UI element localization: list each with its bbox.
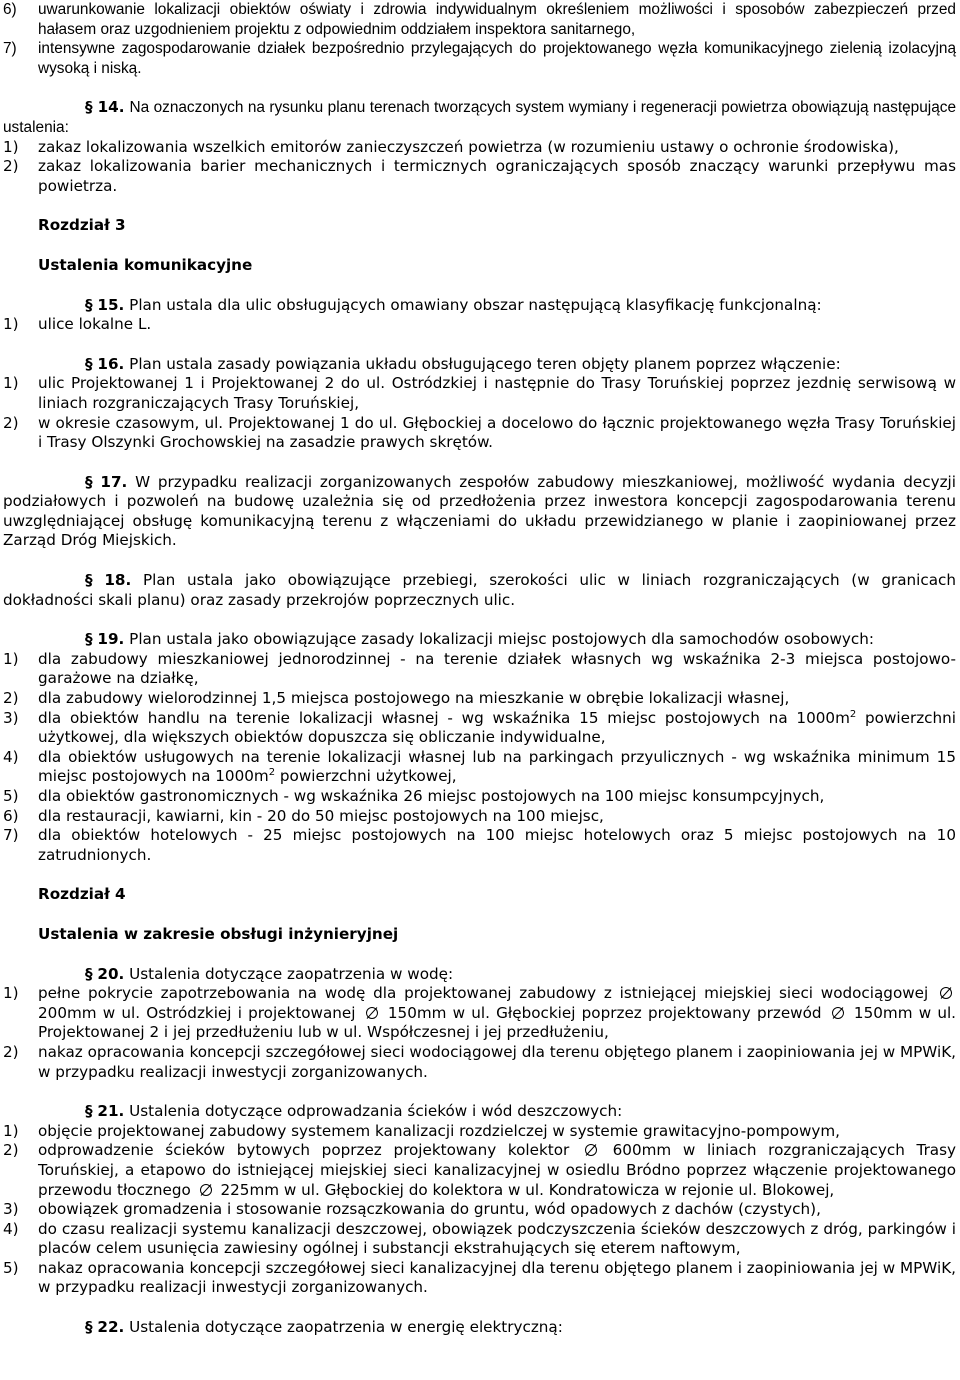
paragraph-22 [3, 1318, 956, 1338]
section-sign: § [85, 630, 93, 649]
list-item [3, 1200, 956, 1220]
section-sign: § [85, 295, 93, 314]
section-sign: § [85, 98, 93, 117]
chapter-subtitle: Ustalenia komunikacyjne [38, 255, 253, 274]
list-text: powierzchni użytkowej, dla większych obiektów dopuszcza się obliczanie indywidualne, [38, 708, 956, 747]
list-text: dla obiektów usługowych na terenie lokalizacji własnej lub na parkingach przyulicznych - wg wskaźnika minimum 15 miejsc postojowych na 1000m [38, 747, 956, 786]
paragraph-19 [3, 630, 956, 650]
list-number: 1) [3, 137, 19, 156]
list-item [3, 650, 956, 689]
list-text: dla obiektów gastronomicznych - wg wskaźnika 26 miejsc postojowych na 100 miejsc konsumpcyjnych, [38, 787, 825, 805]
list-item [3, 1220, 956, 1259]
list-number: 3) [3, 1200, 19, 1219]
list-item [3, 1259, 956, 1298]
paragraph-17 [3, 473, 956, 551]
paragraph-15 [3, 296, 956, 316]
list-text: obowiązek gromadzenia i stosowanie rozsączkowania do gruntu, wód opadowych z dachów (czystych), [38, 1200, 821, 1219]
list-text: 600mm w liniach rozgraniczających Trasy Toruńskiej, a etapowo do istniejącej miejskiej sieci kanalizacyjnej w osiedlu Bródno poprzez włączenie projektowanego przewodu tłocznego [38, 1141, 957, 1199]
list-number: 1) [3, 649, 19, 668]
chapter-title: Rozdział 3 [38, 216, 126, 235]
list-text: dla obiektów handlu na terenie lokalizacji własnej - wg wskaźnika 15 miejsc postojowych na 1000m [38, 708, 850, 727]
list-text: odprowadzenie ścieków bytowych poprzez projektowany kolektor [38, 1141, 570, 1160]
list-item [3, 689, 956, 709]
superscript: 2 [849, 708, 857, 720]
paragraph-text: Plan ustala jako obowiązujące przebiegi, szerokości ulic w liniach rozgraniczających (w granicach dokładności skali planu) oraz zasady przekrojów poprzecznych ulic. [3, 571, 957, 609]
paragraph-text: Plan ustala dla ulic obsługujących omawiany obszar następującą klasyfikację funkcjonalną: [129, 295, 822, 314]
diameter-icon [939, 986, 953, 1000]
chapter-subtitle: Ustalenia w zakresie obsługi inżynieryjnej [38, 924, 399, 943]
list-text: dla zabudowy wielorodzinnej 1,5 miejsca postojowego na mieszkanie w obrębie lokalizacji własnej, [38, 689, 790, 708]
paragraph-number: 17. [100, 472, 128, 491]
list-number: 1) [3, 984, 19, 1003]
list-number: 4) [3, 747, 19, 766]
diameter-icon [584, 1143, 598, 1157]
list-item [3, 157, 956, 196]
paragraph-20 [3, 965, 956, 985]
list-number: 7) [3, 826, 19, 845]
list-text: dla restauracji, kawiarni, kin - 20 do 50 miejsc postojowych na 100 miejsc, [38, 806, 604, 825]
list-text: zakaz lokalizowania wszelkich emitorów zanieczyszczeń powietrza (w rozumieniu ustawy o ochronie środowiska), [38, 137, 899, 156]
list-text: dla zabudowy mieszkaniowej jednorodzinnej - na terenie działek własnych wg wskaźnika 2-3 miejsca postojowo-garażowe na działkę, [38, 649, 956, 688]
list-text: 150mm w ul. Projektowanej 2 i jej przedłużeniu lub w ul. Współczesnej i jej przedłużeniu, [38, 1003, 956, 1042]
paragraph-18 [3, 571, 956, 610]
list-number: 2) [3, 157, 19, 176]
paragraph-14 [3, 98, 956, 137]
list-number: 6) [3, 806, 19, 825]
paragraph-text: Plan ustala zasady powiązania układu obsługującego teren objęty planem poprzez włączenie: [129, 354, 841, 373]
section-sign: § [85, 472, 93, 491]
list-number: 3) [3, 708, 19, 727]
list-text: objęcie projektowanej zabudowy systemem kanalizacji rozdzielczej w systemie grawitacyjno-pompowym, [38, 1121, 840, 1140]
list-text: 225mm w ul. Głębockiej do kolektora w ul. Kondratowicza w rejonie ul. Blokowej, [220, 1180, 835, 1199]
list-item [3, 0, 956, 39]
list-item [3, 826, 956, 865]
list-item [3, 1043, 956, 1082]
list-item [3, 787, 956, 807]
superscript: 2 [268, 767, 276, 779]
list-text: ulic Projektowanej 1 i Projektowanej 2 do ul. Ostródzkiej i następnie do Trasy Toruńskiej poprzez jezdnię serwisową w liniach rozgraniczających Trasy Toruńskiej, [38, 374, 956, 412]
list-number: 6) [3, 1, 17, 18]
list-text: do czasu realizacji systemu kanalizacji deszczowej, obowiązek podczyszczenia ścieków deszczowych z dróg, parkingów i placów celem usunięcia zawiesiny ogólnej i substancji ekstrahujących się eterem naftowym, [38, 1219, 956, 1258]
list-text: 200mm w ul. Ostródzkiej i projektowanej [38, 1003, 356, 1022]
list-item [3, 1141, 956, 1200]
chapter-title: Rozdział 4 [38, 885, 126, 904]
list-text: w okresie czasowym, ul. Projektowanej 1 do ul. Głębockiej a docelowo do łącznic projektowanego węzła Trasy Toruńskiej i Trasy Olszynki Grochowskiej na zasadzie prawych skrętów. [38, 413, 956, 452]
paragraph-number: 18. [104, 571, 132, 590]
paragraph-16 [3, 355, 956, 375]
list-item [3, 374, 956, 413]
list-item [3, 414, 956, 453]
paragraph-text: Ustalenia dotyczące odprowadzania ścieków i wód deszczowych: [129, 1102, 623, 1121]
list-text: ulice lokalne L. [38, 315, 152, 334]
list-item [3, 709, 956, 748]
list-text: 150mm w ul. Głębockiej poprzez projektowany przewód [387, 1003, 822, 1022]
list-text: intensywne zagospodarowanie działek bezpośrednio przylegających do projektowanego węzła komunikacyjnego zielenią izolacyjną wysoką i niską. [38, 40, 956, 77]
section-sign: § [85, 354, 93, 373]
paragraph-number: 15. [97, 295, 125, 314]
list-item [3, 315, 956, 335]
list-number: 2) [3, 689, 19, 708]
section-sign: § [85, 571, 93, 590]
list-text: uwarunkowanie lokalizacji obiektów oświaty i zdrowia indywidualnym określeniem możliwości i sposobów zabezpieczeń przed hałasem oraz uzgodnieniem projektu z odpowiednim oddziałem inspektora sanitarnego, [38, 1, 956, 38]
list-item [3, 748, 956, 787]
list-number: 2) [3, 1042, 19, 1061]
paragraph-number: 16. [97, 354, 125, 373]
list-number: 2) [3, 413, 19, 432]
list-item [3, 138, 956, 158]
list-item [3, 1122, 956, 1142]
paragraph-number: 19. [97, 630, 125, 649]
diameter-icon [365, 1006, 379, 1020]
paragraph-text: Ustalenia dotyczące zaopatrzenia w wodę: [129, 964, 454, 983]
diameter-icon [831, 1006, 845, 1020]
section-sign: § [85, 1102, 93, 1121]
paragraph-number: 22. [97, 1318, 125, 1337]
list-text: nakaz opracowania koncepcji szczegółowej sieci wodociągowej dla terenu objętego planem i zaopiniowania jej w MPWiK, w przypadku realizacji inwestycji zorganizowanych. [38, 1042, 956, 1081]
paragraph-text: Ustalenia dotyczące zaopatrzenia w energię elektryczną: [129, 1318, 563, 1337]
list-number: 2) [3, 1141, 19, 1160]
list-text: zakaz lokalizowania barier mechanicznych i termicznych ograniczających sposób znaczący warunki przepływu mas powietrza. [38, 157, 956, 195]
list-number: 5) [3, 1258, 19, 1277]
diameter-icon [199, 1183, 213, 1197]
list-number: 1) [3, 1121, 19, 1140]
paragraph-text: W przypadku realizacji zorganizowanych zespołów zabudowy mieszkaniowej, możliwość wydania decyzji podziałowych i pozwoleń na budowę uzależnia się od przedłożenia przez inwestora koncepcji zagospodarowania terenu uwzględniającej obsługę komunikacyjną terenu z włączeniami do układu przewidzianego w planie i zaopiniowanej przez Zarząd Dróg Miejskich. [3, 472, 956, 550]
list-item [3, 984, 956, 1043]
list-item [3, 807, 956, 827]
list-text: dla obiektów hotelowych - 25 miejsc postojowych na 100 miejsc hotelowych oraz 5 miejsc postojowych na 10 zatrudnionych. [38, 826, 956, 864]
list-number: 7) [3, 40, 17, 58]
list-number: 4) [3, 1219, 19, 1238]
paragraph-text: Na oznaczonych na rysunku planu terenach tworzących system wymiany i regeneracji powietrza obowiązują następujące ustalenia: [3, 99, 957, 136]
list-item [3, 39, 956, 78]
list-number: 1) [3, 374, 19, 393]
paragraph-number: 14. [97, 98, 125, 117]
list-text: nakaz opracowania koncepcji szczegółowej sieci kanalizacyjnej dla terenu objętego planem i zaopiniowania jej w MPWiK, w przypadku realizacji inwestycji zorganizowanych. [38, 1258, 956, 1297]
paragraph-number: 20. [97, 964, 125, 983]
list-text: powierzchni użytkowej, [275, 767, 457, 786]
section-sign: § [85, 1318, 93, 1337]
list-number: 5) [3, 787, 19, 805]
paragraph-21 [3, 1102, 956, 1122]
list-number: 1) [3, 315, 19, 334]
paragraph-number: 21. [97, 1102, 125, 1121]
paragraph-text: Plan ustala jako obowiązujące zasady lokalizacji miejsc postojowych dla samochodów osobowych: [129, 630, 874, 649]
section-sign: § [85, 964, 93, 983]
list-text: pełne pokrycie zapotrzebowania na wodę dla projektowanej zabudowy z istniejącej miejskiej sieci wodociągowej [38, 984, 929, 1003]
